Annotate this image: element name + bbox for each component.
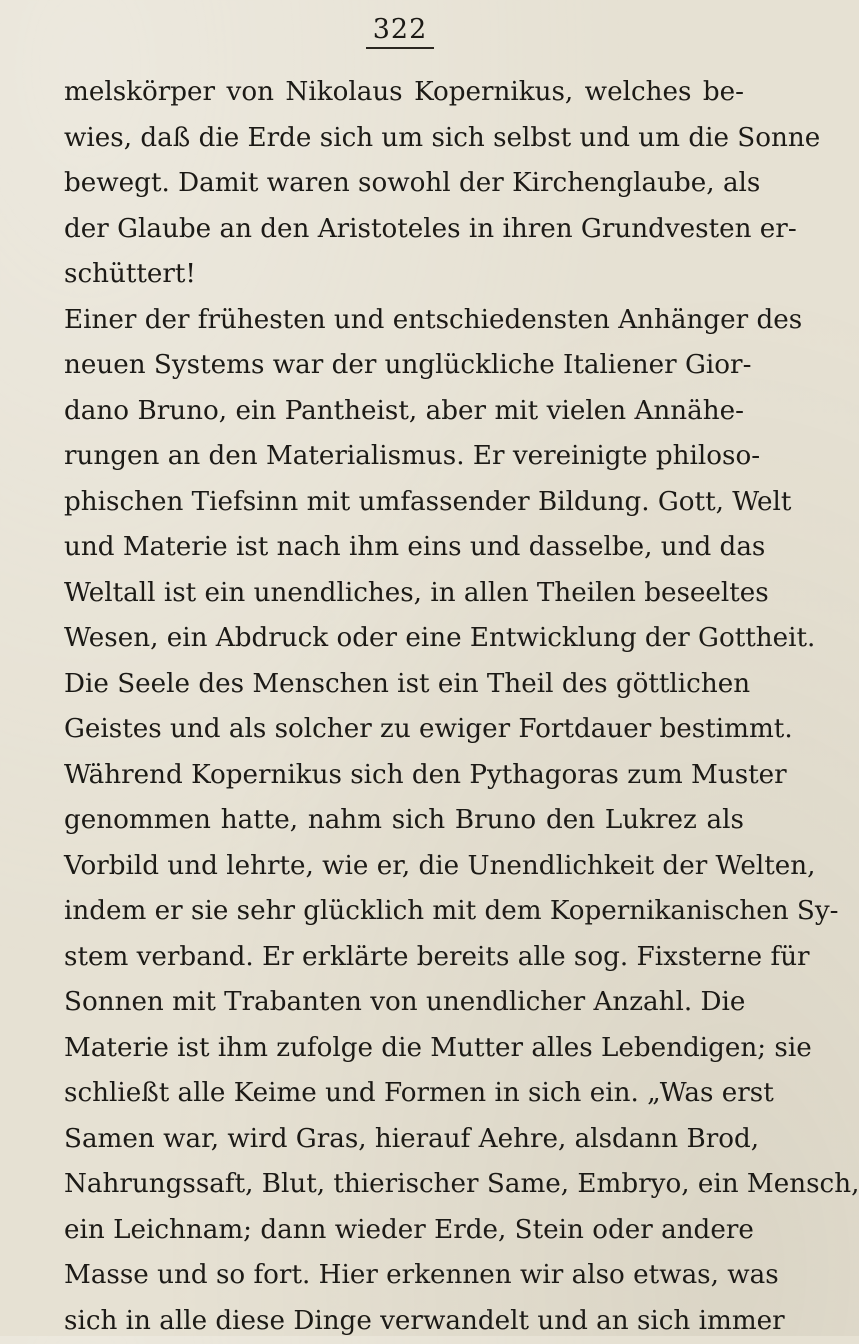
text-line: stem verband. Er erklärte bereits alle sog. Fixsterne für: [64, 935, 744, 981]
text-line: und Materie ist nach ihm eins und dasselbe, und das: [64, 525, 744, 571]
text-line: phischen Tiefsinn mit umfassender Bildung. Gott, Welt: [64, 480, 744, 526]
body-text: [64, 70, 744, 1344]
text-line: schließt alle Keime und Formen in sich ein. „Was erst: [64, 1071, 744, 1117]
text-line: genommen hatte, nahm sich Bruno den Lukrez als: [64, 798, 744, 844]
text-line: dano Bruno, ein Pantheist, aber mit vielen Annähe-: [64, 389, 744, 435]
text-line: rungen an den Materialismus. Er vereinigte philoso-: [64, 434, 744, 480]
text-line: wies, daß die Erde sich um sich selbst und um die Sonne: [64, 116, 744, 162]
text-line: der Glaube an den Aristoteles in ihren Grundvesten er-: [64, 207, 744, 253]
text-line: ein Leichnam; dann wieder Erde, Stein oder andere: [64, 1208, 744, 1254]
text-line: Die Seele des Menschen ist ein Theil des göttlichen: [64, 662, 744, 708]
text-line: Samen war, wird Gras, hierauf Aehre, alsdann Brod,: [64, 1117, 744, 1163]
text-line: Sonnen mit Trabanten von unendlicher Anzahl. Die: [64, 980, 744, 1026]
text-line: melskörper von Nikolaus Kopernikus, welches be-: [64, 70, 744, 116]
text-line: neuen Systems war der unglückliche Italiener Gior-: [64, 343, 744, 389]
text-line: Materie ist ihm zufolge die Mutter alles Lebendigen; sie: [64, 1026, 744, 1072]
page-number-rule: [366, 47, 434, 49]
text-line: Vorbild und lehrte, wie er, die Unendlichkeit der Welten,: [64, 844, 744, 890]
text-line: Masse und so fort. Hier erkennen wir also etwas, was: [64, 1253, 744, 1299]
text-line: bewegt. Damit waren sowohl der Kirchenglaube, als: [64, 161, 744, 207]
text-line: Während Kopernikus sich den Pythagoras zum Muster: [64, 753, 744, 799]
text-line: Einer der frühesten und entschiedensten Anhänger des: [64, 298, 744, 344]
page-number: 322: [0, 14, 800, 45]
text-line: schüttert!: [64, 252, 744, 298]
text-line: Wesen, ein Abdruck oder eine Entwicklung der Gottheit.: [64, 616, 744, 662]
text-line: indem er sie sehr glücklich mit dem Kopernikanischen Sy-: [64, 889, 744, 935]
text-line: Nahrungssaft, Blut, thierischer Same, Embryo, ein Mensch,: [64, 1162, 744, 1208]
text-line: Geistes und als solcher zu ewiger Fortdauer bestimmt.: [64, 707, 744, 753]
text-line: Weltall ist ein unendliches, in allen Theilen beseeltes: [64, 571, 744, 617]
text-line: sich in alle diese Dinge verwandelt und an sich immer: [64, 1299, 744, 1344]
